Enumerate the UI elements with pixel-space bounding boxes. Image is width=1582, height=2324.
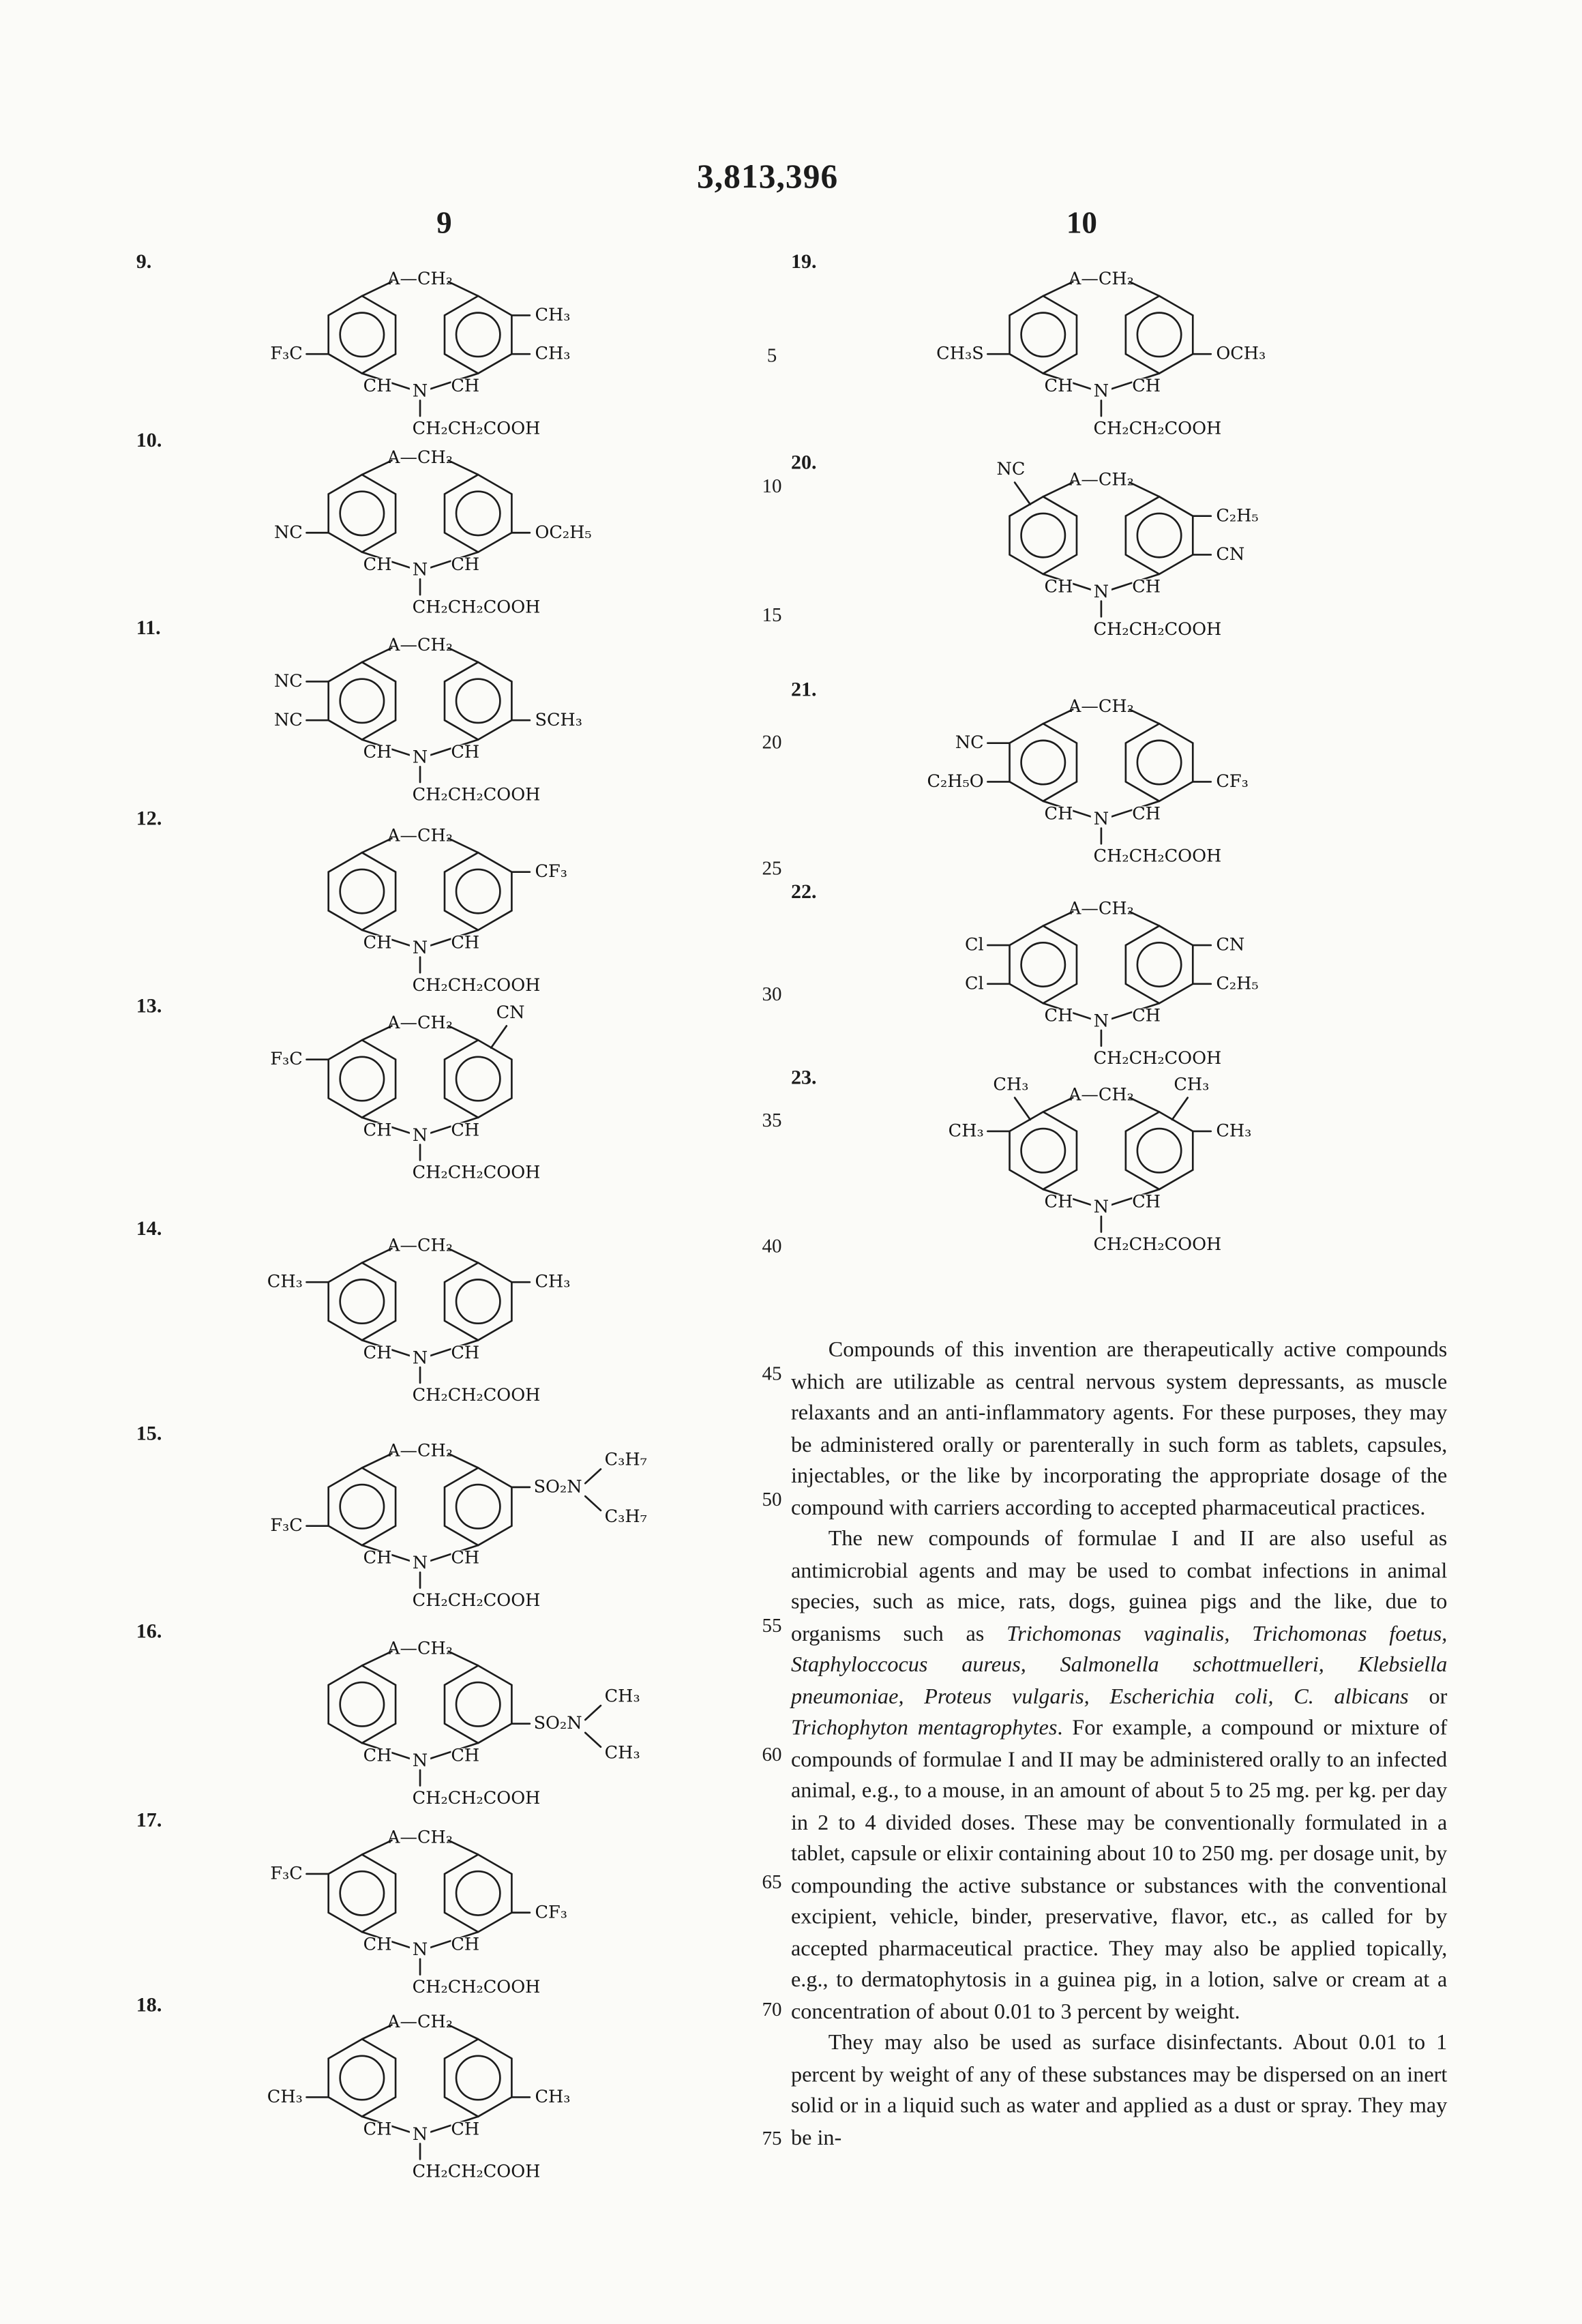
aromatic-circle xyxy=(340,1871,384,1915)
line-number: 10 xyxy=(762,474,782,497)
benzene-ring xyxy=(1010,724,1077,801)
benzene-ring xyxy=(329,296,395,374)
ch-label: CH xyxy=(1132,803,1161,824)
bridge-label: A—CH₂ xyxy=(387,268,453,289)
aromatic-circle xyxy=(456,313,500,357)
line-number: 20 xyxy=(762,730,782,754)
aromatic-circle xyxy=(340,1279,384,1323)
benzene-ring xyxy=(445,852,511,930)
nitrogen-label: N xyxy=(412,937,428,958)
substituent-label: SO₂N xyxy=(533,1713,582,1734)
aromatic-circle xyxy=(1021,741,1065,784)
line-number: 65 xyxy=(762,1871,782,1893)
compound-number: 10. xyxy=(136,430,162,453)
substituent-label: C₂H₅ xyxy=(1216,505,1259,526)
aromatic-circle xyxy=(456,492,500,535)
substituent-label: NC xyxy=(955,732,984,754)
substituent-label: CH₃ xyxy=(993,1074,1029,1095)
chain-label: CH₂CH₂COOH xyxy=(412,974,541,996)
nitrogen-label: N xyxy=(412,381,428,402)
substituent-label: Cl xyxy=(965,973,984,994)
substituent-label: SCH₃ xyxy=(535,709,582,730)
ch-label: CH xyxy=(451,1934,480,1955)
patent-number: 3,813,396 xyxy=(696,158,839,195)
aromatic-circle xyxy=(1137,942,1181,986)
benzene-ring xyxy=(1126,296,1193,374)
benzene-ring xyxy=(329,475,395,552)
aromatic-circle xyxy=(1137,513,1181,557)
text-segment: or xyxy=(1408,1685,1448,1709)
ch-label: CH xyxy=(451,1342,480,1363)
structure-diagram xyxy=(220,1403,659,1620)
benzene-ring xyxy=(329,1263,395,1341)
ch-label: CH xyxy=(451,2119,480,2140)
aromatic-circle xyxy=(340,2056,384,2100)
aromatic-circle xyxy=(340,1057,384,1101)
ch-label: CH xyxy=(363,932,392,953)
aromatic-circle xyxy=(340,492,384,535)
chain-label: CH₂CH₂COOH xyxy=(1093,846,1222,867)
nitrogen-label: N xyxy=(1093,581,1109,602)
substituent-label: C₂H₅ xyxy=(1216,973,1259,994)
ch-label: CH xyxy=(363,1745,392,1766)
substituent-label: OCH₃ xyxy=(1216,343,1266,364)
column-number-left: 9 xyxy=(436,205,452,241)
line-number: 30 xyxy=(762,983,782,1005)
structure-diagram xyxy=(220,597,659,814)
ch-label: CH xyxy=(363,2119,392,2140)
chain-label: CH₂CH₂COOH xyxy=(412,1162,541,1183)
compound-number: 14. xyxy=(136,1219,162,1241)
benzene-ring xyxy=(329,852,395,930)
substituent-label: NC xyxy=(273,709,303,730)
aromatic-circle xyxy=(340,1682,384,1726)
benzene-ring xyxy=(329,1855,395,1933)
ch-label: CH xyxy=(451,376,480,397)
branch-label: C₃H₇ xyxy=(604,1449,647,1470)
benzene-ring xyxy=(329,1468,395,1545)
aromatic-circle xyxy=(1021,942,1065,986)
organism-names-italic: Trichomonas vaginalis, Trichomonas foetus, Staphyloccocus aureus, Salmonella schottmuelleri, Klebsiella pneumoniae, Proteus vulgaris, Escherichia coli, C. albicans xyxy=(790,1622,1448,1709)
branch-label: CH₃ xyxy=(604,1742,640,1763)
aromatic-circle xyxy=(340,1485,384,1528)
benzene-ring xyxy=(445,1040,511,1118)
ch-label: CH xyxy=(1044,803,1073,824)
paragraph xyxy=(791,2029,1447,2155)
text-segment: . For example, a compound or mixture of compounds of formulae I and II may be administered orally to an infected animal, e.g., to a mouse, in an amount of about 5 to 25 mg. per kg. per day in 2 to 4 divided doses. These may be conventionally formulated in a tablet, capsule or elixir containing about 10 to 250 mg. per dosage unit, by compounding the active substance or substances with the conventional excipient, vehicle, binder, preservative, flavor, etc., as called for by accepted pharmaceutical practice. They may also be applied topically, e.g., to dermatophytosis in a guinea pig, in a lotion, salve or cream at a concentration of about 0.01 to 3 percent by weight. xyxy=(790,1716,1448,2024)
substituent-label: F₃C xyxy=(270,1515,303,1536)
benzene-ring xyxy=(445,1468,511,1545)
ch-label: CH xyxy=(363,554,392,576)
text-segment: They may also be used as surface disinfectants. About 0.01 to 1 percent by weight of any of these substances may be dispersed on an inert solid or in a liquid such as water and applied as a dust or spray. They may be in- xyxy=(790,2031,1448,2150)
aromatic-circle xyxy=(1137,313,1181,357)
nitrogen-label: N xyxy=(412,1124,428,1146)
line-number: 25 xyxy=(762,856,782,879)
compound-number: 22. xyxy=(790,882,817,904)
branch-label: C₃H₇ xyxy=(604,1506,647,1527)
nitrogen-label: N xyxy=(1093,381,1109,402)
compound-number: 12. xyxy=(136,808,162,831)
aromatic-circle xyxy=(456,1682,500,1726)
substituent-label: NC xyxy=(996,459,1026,480)
nitrogen-label: N xyxy=(412,559,428,580)
chain-label: CH₂CH₂COOH xyxy=(1093,1048,1222,1069)
aromatic-circle xyxy=(1021,1129,1065,1172)
chain-label: CH₂CH₂COOH xyxy=(412,1787,541,1808)
structure-diagram xyxy=(901,659,1340,876)
structure-diagram xyxy=(220,410,659,627)
aromatic-circle xyxy=(456,1871,500,1915)
ch-label: CH xyxy=(451,932,480,953)
substituent-label: Cl xyxy=(965,934,984,955)
chain-label: CH₂CH₂COOH xyxy=(1093,619,1222,640)
aromatic-circle xyxy=(456,2056,500,2100)
benzene-ring xyxy=(445,2039,511,2117)
ch-label: CH xyxy=(451,742,480,763)
benzene-ring xyxy=(1010,926,1077,1004)
line-number: 5 xyxy=(766,344,777,367)
chain-label: CH₂CH₂COOH xyxy=(412,2161,541,2182)
line-number: 70 xyxy=(762,1998,782,2021)
ch-label: CH xyxy=(363,742,392,763)
line-number: 40 xyxy=(762,1234,782,1257)
substituent-label: CN xyxy=(1216,544,1245,565)
benzene-ring xyxy=(329,662,395,740)
aromatic-circle xyxy=(1137,1129,1181,1172)
bridge-label: A—CH₂ xyxy=(1068,696,1134,717)
compound-number: 21. xyxy=(790,679,817,702)
benzene-ring xyxy=(1126,496,1193,574)
aromatic-circle xyxy=(340,313,384,357)
nitrogen-label: N xyxy=(412,1939,428,1961)
aromatic-circle xyxy=(1021,513,1065,557)
bridge-label: A—CH₂ xyxy=(1068,268,1134,289)
substituent-label: CH₃ xyxy=(535,343,571,364)
aromatic-circle xyxy=(1021,313,1065,357)
ch-label: CH xyxy=(451,1745,480,1766)
substituent-label: CH₃ xyxy=(1174,1074,1210,1095)
ch-label: CH xyxy=(363,1547,392,1568)
substituent-label: F₃C xyxy=(270,1049,303,1070)
aromatic-circle xyxy=(340,869,384,913)
substituent-label: CF₃ xyxy=(1216,771,1249,792)
benzene-ring xyxy=(445,1665,511,1743)
chain-label: CH₂CH₂COOH xyxy=(1093,418,1222,439)
line-number: 45 xyxy=(762,1362,782,1384)
body-text xyxy=(791,1336,1447,2155)
aromatic-circle xyxy=(456,679,500,723)
substituent-label: CH₃S xyxy=(936,343,984,364)
compound-number: 16. xyxy=(136,1621,162,1644)
substituent-label: NC xyxy=(273,670,303,691)
bridge-label: A—CH₂ xyxy=(387,1638,453,1659)
nitrogen-label: N xyxy=(1093,1197,1109,1218)
bridge-label: A—CH₂ xyxy=(387,1440,453,1461)
bridge-label: A—CH₂ xyxy=(1068,1084,1134,1105)
aromatic-circle xyxy=(340,679,384,723)
bridge-label: A—CH₂ xyxy=(387,825,453,846)
nitrogen-label: N xyxy=(1093,1011,1109,1032)
substituent-label: CH₃ xyxy=(535,1271,571,1292)
branch-label: CH₃ xyxy=(604,1686,640,1707)
compound-number: 13. xyxy=(136,996,162,1018)
nitrogen-label: N xyxy=(1093,808,1109,829)
structure-diagram xyxy=(901,231,1340,448)
line-number: 60 xyxy=(762,1743,782,1766)
structure-diagram xyxy=(901,432,1340,649)
structure-diagram xyxy=(220,788,659,1005)
chain-label: CH₂CH₂COOH xyxy=(412,1385,541,1406)
ch-label: CH xyxy=(451,1547,480,1568)
nitrogen-label: N xyxy=(412,2124,428,2145)
benzene-ring xyxy=(445,475,511,552)
substituent-label: CF₃ xyxy=(535,861,567,882)
structure-diagram xyxy=(220,1198,659,1415)
chain-label: CH₂CH₂COOH xyxy=(412,1590,541,1611)
bridge-label: A—CH₂ xyxy=(387,1827,453,1848)
bridge-label: A—CH₂ xyxy=(387,447,453,468)
ch-label: CH xyxy=(1044,376,1073,397)
benzene-ring xyxy=(1126,1112,1193,1190)
substituent-label: F₃C xyxy=(270,343,303,364)
benzene-ring xyxy=(1126,926,1193,1004)
substituent-label: C₂H₅O xyxy=(927,771,984,792)
ch-label: CH xyxy=(1132,1191,1161,1212)
ch-label: CH xyxy=(363,376,392,397)
substituent-label: CH₃ xyxy=(267,1271,303,1292)
chain-label: CH₂CH₂COOH xyxy=(412,784,541,805)
aromatic-circle xyxy=(456,1485,500,1528)
compound-number: 20. xyxy=(790,452,817,475)
ch-label: CH xyxy=(363,1934,392,1955)
ch-label: CH xyxy=(451,1120,480,1141)
nitrogen-label: N xyxy=(412,1347,428,1369)
substituent-label: CH₃ xyxy=(267,2086,303,2107)
ch-label: CH xyxy=(363,1342,392,1363)
benzene-ring xyxy=(329,1665,395,1743)
paragraph xyxy=(791,1525,1447,2029)
benzene-ring xyxy=(445,662,511,740)
compound-number: 23. xyxy=(790,1067,817,1090)
text-segment: Compounds of this invention are therapeutically active compounds which are utilizable as central nervous system depressants, as muscle relaxants and an anti-inflammatory agents. For these purposes, they may be administered orally or parenterally in such form as tablets, capsules, injectables, or the like by incorporating the appropriate dosage of the compound with carriers according to accepted pharmaceutical practices. xyxy=(790,1339,1448,1520)
line-number: 50 xyxy=(762,1488,782,1510)
benzene-ring xyxy=(445,1263,511,1341)
paragraph xyxy=(791,1336,1447,1525)
structure-diagram xyxy=(901,861,1340,1078)
ch-label: CH xyxy=(363,1120,392,1141)
nitrogen-label: N xyxy=(412,1553,428,1574)
ch-label: CH xyxy=(1132,1005,1161,1026)
chain-label: CH₂CH₂COOH xyxy=(412,418,541,439)
chain-label: CH₂CH₂COOH xyxy=(412,597,541,618)
ch-label: CH xyxy=(1044,1191,1073,1212)
aromatic-circle xyxy=(456,869,500,913)
substituent-label: CF₃ xyxy=(535,1902,567,1923)
nitrogen-label: N xyxy=(412,747,428,768)
substituent-label: CH₃ xyxy=(1216,1120,1252,1142)
compound-number: 19. xyxy=(790,252,817,274)
aromatic-circle xyxy=(1137,741,1181,784)
structure-diagram xyxy=(220,1601,659,1818)
compound-number: 17. xyxy=(136,1811,162,1833)
substituent-label: CN xyxy=(1216,934,1245,955)
structure-diagram xyxy=(901,1047,1340,1264)
chain-label: CH₂CH₂COOH xyxy=(412,1977,541,1998)
benzene-ring xyxy=(445,1855,511,1933)
substituent-label: F₃C xyxy=(270,1863,303,1884)
substituent-label: CH₃ xyxy=(535,304,571,325)
substituent-label: CH₃ xyxy=(948,1120,984,1142)
bridge-label: A—CH₂ xyxy=(1068,898,1134,919)
aromatic-circle xyxy=(456,1279,500,1323)
substituent-label: NC xyxy=(273,522,303,543)
ch-label: CH xyxy=(1132,576,1161,597)
substituent-label: CN xyxy=(496,1002,525,1024)
compound-number: 18. xyxy=(136,1995,162,2017)
line-number: 75 xyxy=(762,2127,782,2149)
benzene-ring xyxy=(1126,724,1193,801)
line-number: 35 xyxy=(762,1109,782,1131)
benzene-ring xyxy=(329,1040,395,1118)
bridge-label: A—CH₂ xyxy=(387,1235,453,1256)
benzene-ring xyxy=(1010,496,1077,574)
aromatic-circle xyxy=(456,1057,500,1101)
structure-diagram xyxy=(220,976,659,1193)
line-number: 55 xyxy=(762,1614,782,1637)
line-number: 15 xyxy=(762,604,782,626)
benzene-ring xyxy=(329,2039,395,2117)
bridge-label: A—CH₂ xyxy=(387,635,453,656)
organism-names-italic: Trichophyton mentagrophytes xyxy=(790,1716,1058,1740)
ch-label: CH xyxy=(1044,576,1073,597)
ch-label: CH xyxy=(451,554,480,576)
nitrogen-label: N xyxy=(412,1751,428,1772)
column-number-right: 10 xyxy=(1066,205,1097,241)
ch-label: CH xyxy=(1044,1005,1073,1026)
ch-label: CH xyxy=(1132,376,1161,397)
compound-number: 15. xyxy=(136,1423,162,1446)
structure-diagram xyxy=(220,1975,659,2192)
substituent-label: CH₃ xyxy=(535,2086,571,2107)
compound-number: 11. xyxy=(136,618,161,640)
substituent-label: OC₂H₅ xyxy=(535,522,592,543)
bridge-label: A—CH₂ xyxy=(387,2012,453,2033)
benzene-ring xyxy=(1010,1112,1077,1190)
bridge-label: A—CH₂ xyxy=(387,1013,453,1034)
compound-number: 9. xyxy=(136,252,152,274)
benzene-ring xyxy=(445,296,511,374)
bridge-label: A—CH₂ xyxy=(1068,469,1134,490)
chain-label: CH₂CH₂COOH xyxy=(1093,1234,1222,1255)
substituent-label: SO₂N xyxy=(533,1476,582,1498)
text-segment: The new compounds of formulae I and II are also useful as antimicrobial agents and may be used to combat infections in animal species, such as mice, rats, dogs, guinea pigs and the like, due to organisms such as xyxy=(790,1528,1448,1646)
benzene-ring xyxy=(1010,296,1077,374)
